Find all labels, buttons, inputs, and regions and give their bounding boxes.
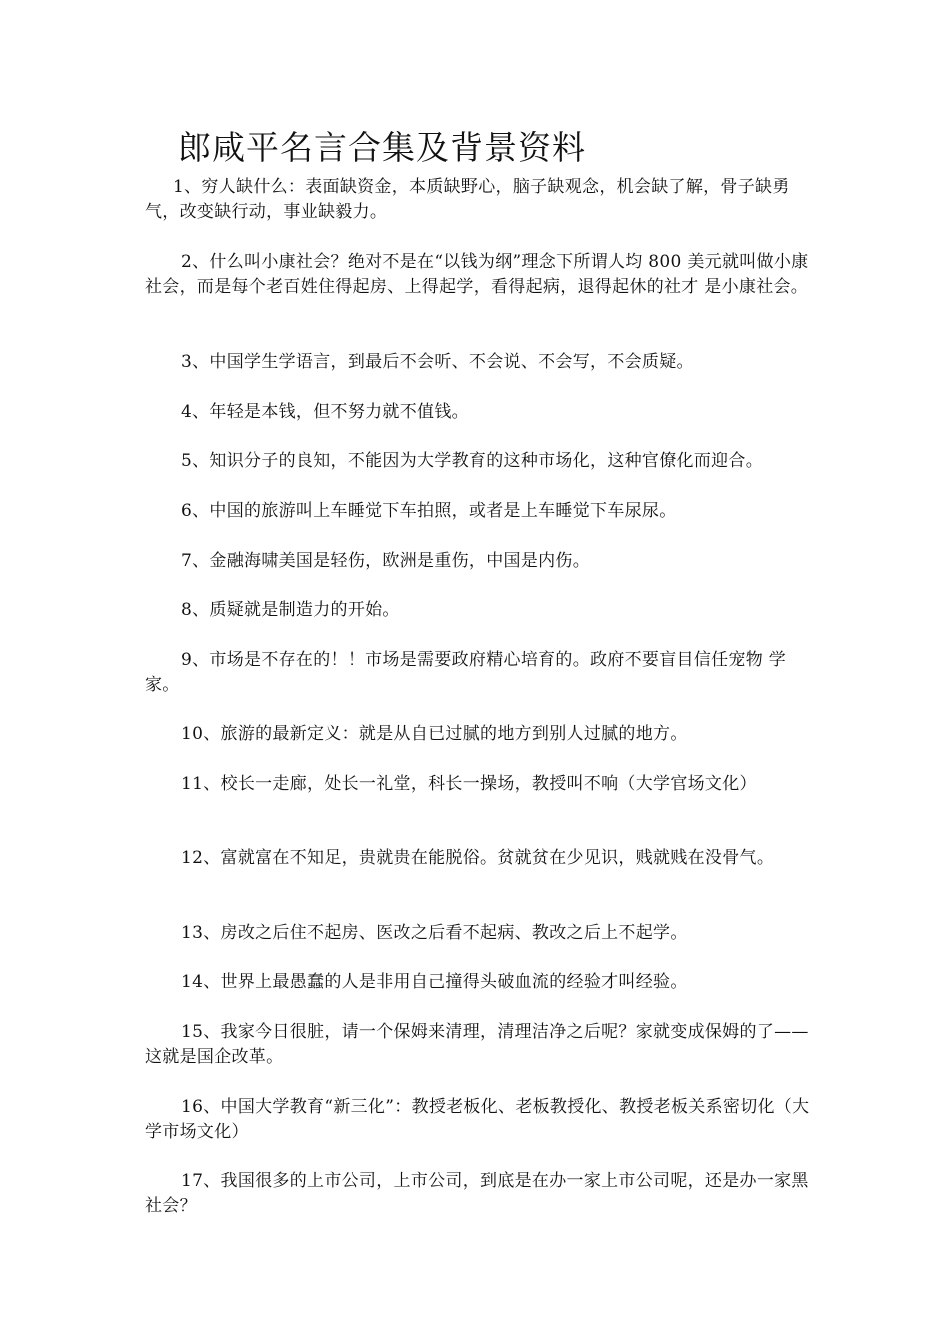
- quote-1: 1、穷人缺什么：表面缺资金，本质缺野心，脑子缺观念，机会缺了解，骨子缺勇气，改变缺行动，事业缺毅力。: [145, 177, 790, 222]
- quote-17: 17、我国很多的上市公司，上市公司，到底是在办一家上市公司呢，还是办一家黑社会？: [145, 1171, 809, 1216]
- quote-15: 15、我家今日很脏，请一个保姆来清理，清理洁净之后呢？家就变成保姆的了——这就是国企改革。: [145, 1022, 809, 1067]
- quote-2: 2、什么叫小康社会？绝对不是在“以钱为纲”理念下所谓人均 800 美元就叫做小康社会，而是每个老百姓住得起房、上得起学，看得起病，退得起休的社才 是小康社会。: [145, 252, 809, 297]
- quote-11: 11、校长一走廊，处长一礼堂，科长一操场，教授叫不响（大学官场文化）: [181, 774, 757, 794]
- quote-8: 8、质疑就是制造力的开始。: [181, 600, 400, 620]
- quote-5: 5、知识分子的良知，不能因为大学教育的这种市场化，这种官僚化而迎合。: [181, 451, 764, 471]
- quote-12: 12、富就富在不知足，贵就贵在能脱俗。贫就贫在少见识，贱就贱在没骨气。: [181, 848, 775, 868]
- quote-16: 16、中国大学教育“新三化”：教授老板化、老板教授化、教授老板关系密切化（大学市场文化）: [145, 1097, 810, 1142]
- quote-7: 7、金融海啸美国是轻伤，欧洲是重伤，中国是内伤。: [181, 551, 591, 571]
- quote-14: 14、世界上最愚蠢的人是非用自己撞得头破血流的经验才叫经验。: [181, 972, 688, 992]
- quote-3: 3、中国学生学语言，到最后不会听、不会说、不会写，不会质疑。: [181, 352, 694, 372]
- quote-9: 9、市场是不存在的！！市场是需要政府精心培育的。政府不要盲目信任宠物 学家。: [145, 650, 787, 695]
- quote-4: 4、年轻是本钱，但不努力就不值钱。: [181, 402, 469, 422]
- quote-10: 10、旅游的最新定义：就是从自已过腻的地方到别人过腻的地方。: [181, 724, 688, 744]
- quote-6: 6、中国的旅游叫上车睡觉下车拍照，或者是上车睡觉下车尿尿。: [181, 501, 677, 521]
- document-title: 郎咸平名言合集及背景资料: [178, 128, 586, 167]
- quote-13: 13、房改之后住不起房、医改之后看不起病、教改之后上不起学。: [181, 923, 688, 943]
